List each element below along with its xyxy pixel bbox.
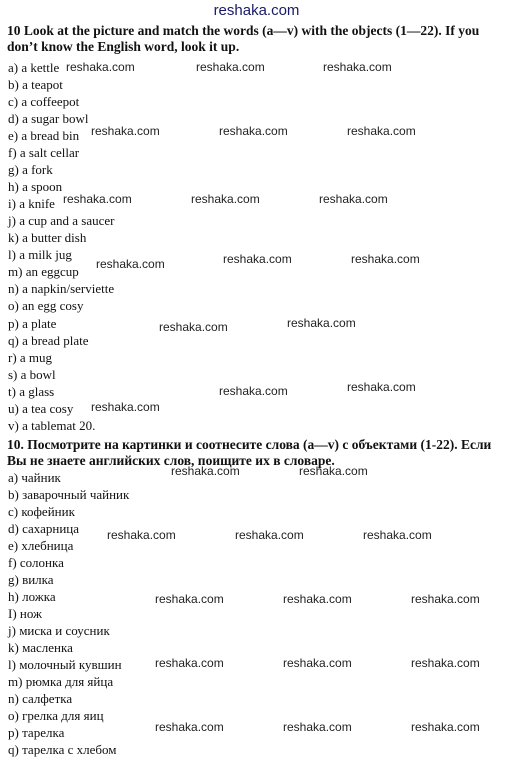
english-list-item: o) an egg cosy xyxy=(8,298,84,313)
watermark: reshaka.com xyxy=(299,464,368,478)
english-list-item: f) a salt cellar xyxy=(8,145,80,160)
english-list-item: e) a bread bin xyxy=(8,128,80,143)
russian-list-item: n) салфетка xyxy=(8,691,73,706)
russian-list-item: d) сахарница xyxy=(8,521,80,536)
watermark: reshaka.com xyxy=(155,720,224,734)
watermark: reshaka.com xyxy=(319,192,388,206)
russian-list-item: k) масленка xyxy=(8,640,73,655)
watermark: reshaka.com xyxy=(219,384,288,398)
english-list-item: l) a milk jug xyxy=(8,247,72,262)
english-list-item: j) a cup and a saucer xyxy=(8,213,115,228)
watermark: reshaka.com xyxy=(63,192,132,206)
russian-list-item: h) ложка xyxy=(8,589,56,604)
watermark: reshaka.com xyxy=(283,592,352,606)
english-list-item: u) a tea cosy xyxy=(8,401,74,416)
russian-list-item: a) чайник xyxy=(8,470,61,485)
english-list-item: m) an eggcup xyxy=(8,264,79,279)
english-list-item: a) a kettle xyxy=(8,60,60,75)
russian-list-item: m) рюмка для яйца xyxy=(8,674,114,689)
russian-list-item: j) миска и соусник xyxy=(8,623,110,638)
english-list-item: d) a sugar bowl xyxy=(8,111,89,126)
english-list-item: p) a plate xyxy=(8,316,57,331)
watermark: reshaka.com xyxy=(91,124,160,138)
russian-list-item: b) заварочный чайник xyxy=(8,487,130,502)
russian-list-item: q) тарелка с хлебом xyxy=(8,742,117,757)
exercise-heading-english: 10 Look at the picture and match the words (a—v) with the objects (1—22). If you don’t know the English word, look it up. xyxy=(7,23,480,54)
watermark: reshaka.com xyxy=(411,720,480,734)
exercise-heading-russian: 10. Посмотрите на картинки и соотнесите слова (a—v) с объектами (1-22). Если Вы не знаете английских слов, поищите их в словаре. xyxy=(7,437,492,468)
watermark: reshaka.com xyxy=(223,252,292,266)
russian-list-item: p) тарелка xyxy=(8,725,65,740)
watermark: reshaka.com xyxy=(347,380,416,394)
watermark: reshaka.com xyxy=(171,464,240,478)
watermark: reshaka.com xyxy=(411,656,480,670)
watermark: reshaka.com xyxy=(363,528,432,542)
russian-list-item: l) молочный кувшин xyxy=(8,657,122,672)
watermark: reshaka.com xyxy=(107,528,176,542)
russian-list-item: c) кофейник xyxy=(8,504,75,519)
watermark: reshaka.com xyxy=(219,124,288,138)
watermark: reshaka.com xyxy=(347,124,416,138)
russian-list-item: g) вилка xyxy=(8,572,54,587)
english-list-item: i) a knife xyxy=(8,196,55,211)
watermark: reshaka.com xyxy=(96,257,165,271)
english-list-item: b) a teapot xyxy=(8,77,63,92)
english-list-item: k) a butter dish xyxy=(8,230,87,245)
english-list-item: r) a mug xyxy=(8,350,53,365)
watermark: reshaka.com xyxy=(155,592,224,606)
english-list-item: n) a napkin/serviette xyxy=(8,281,115,296)
watermark: reshaka.com xyxy=(159,320,228,334)
watermark: reshaka.com xyxy=(66,60,135,74)
watermark: reshaka.com xyxy=(91,400,160,414)
site-header-label[interactable]: reshaka.com xyxy=(213,2,300,19)
watermark: reshaka.com xyxy=(196,60,265,74)
english-list-item: s) a bowl xyxy=(8,367,56,382)
english-list-item: c) a coffeepot xyxy=(8,94,80,109)
watermark: reshaka.com xyxy=(287,316,356,330)
english-list-item: t) a glass xyxy=(8,384,55,399)
watermark: reshaka.com xyxy=(351,252,420,266)
watermark: reshaka.com xyxy=(283,656,352,670)
watermark: reshaka.com xyxy=(323,60,392,74)
watermark: reshaka.com xyxy=(235,528,304,542)
russian-list-item: f) солонка xyxy=(8,555,64,570)
english-list-item: v) a tablemat 20. xyxy=(8,418,96,433)
watermark: reshaka.com xyxy=(283,720,352,734)
russian-list-item: e) хлебница xyxy=(8,538,74,553)
watermark: reshaka.com xyxy=(411,592,480,606)
english-list-item: q) a bread plate xyxy=(8,333,89,348)
watermark: reshaka.com xyxy=(191,192,260,206)
russian-list-item: o) грелка для яиц xyxy=(8,708,104,723)
watermark: reshaka.com xyxy=(155,656,224,670)
english-list-item: g) a fork xyxy=(8,162,53,177)
english-list-item: h) a spoon xyxy=(8,179,63,194)
russian-list-item: I) нож xyxy=(8,606,43,621)
